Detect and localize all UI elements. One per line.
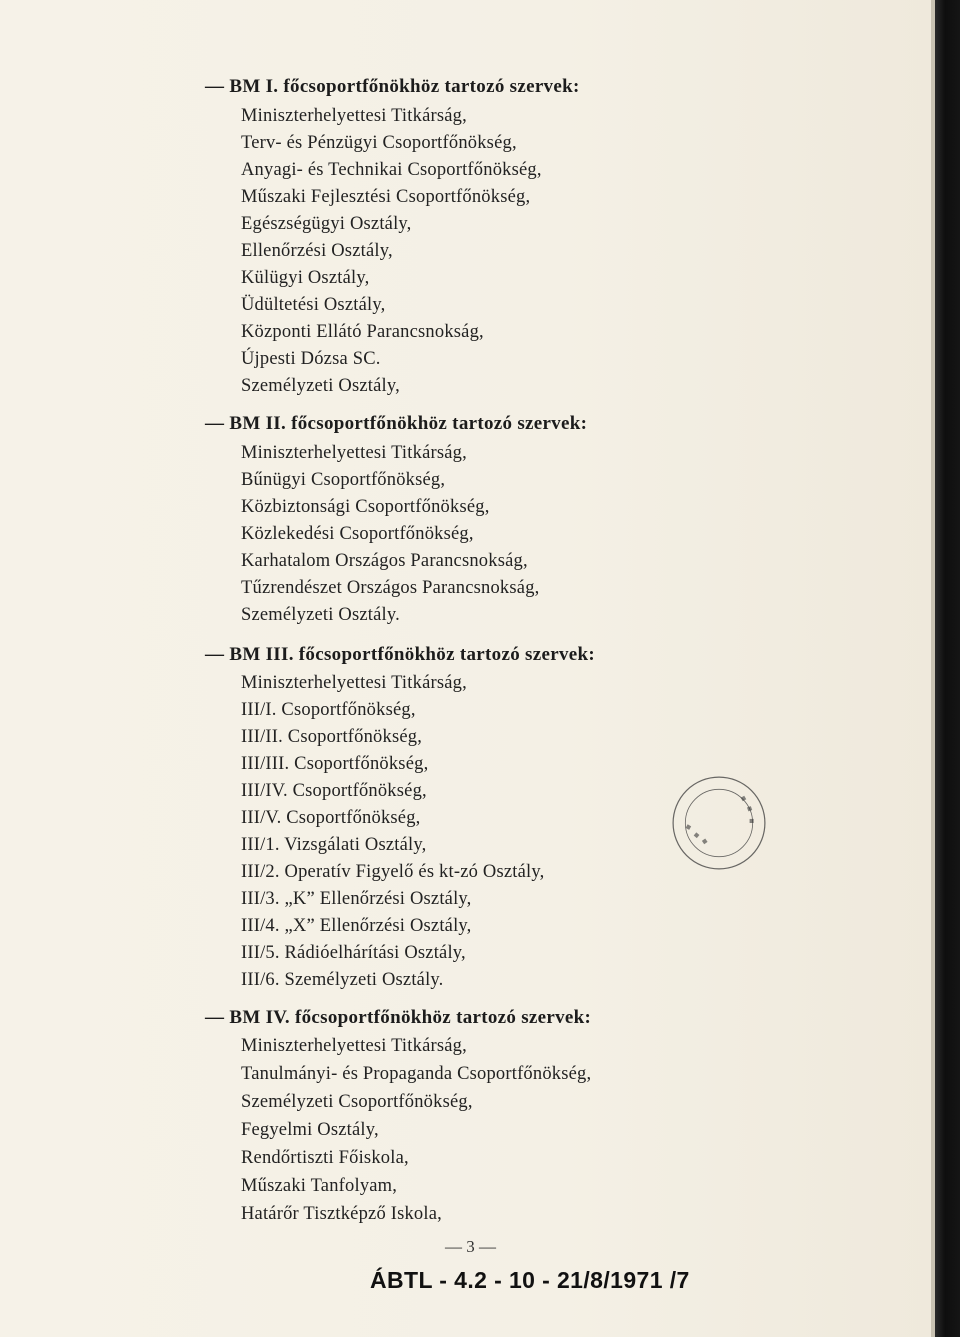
list-item: III/2. Operatív Figyelő és kt-zó Osztály, [241, 862, 545, 882]
section-heading-bm-1: — BM I. főcsoportfőnökhöz tartozó szervek: [205, 76, 580, 97]
list-item: Miniszterhelyettesi Titkárság, [241, 443, 467, 463]
section-heading-bm-3: — BM III. főcsoportfőnökhöz tartozó szervek: [205, 644, 595, 665]
list-item: Személyzeti Osztály, [241, 376, 400, 396]
list-item: III/1. Vizsgálati Osztály, [241, 835, 427, 855]
list-item: Személyzeti Csoportfőnökség, [241, 1092, 473, 1112]
list-item: III/II. Csoportfőnökség, [241, 727, 423, 747]
scan-edge [935, 0, 960, 1337]
section-heading-bm-4: — BM IV. főcsoportfőnökhöz tartozó szervek: [205, 1007, 592, 1028]
list-item: Karhatalom Országos Parancsnokság, [241, 551, 528, 571]
list-item: Újpesti Dózsa SC. [241, 349, 381, 369]
list-item: Határőr Tisztképző Iskola, [241, 1204, 442, 1224]
section-heading-bm-2: — BM II. főcsoportfőnökhöz tartozó szervek: [205, 413, 588, 434]
list-item: Műszaki Fejlesztési Csoportfőnökség, [241, 187, 531, 207]
page-number: — 3 — [445, 1237, 496, 1256]
list-item: III/5. Rádióelhárítási Osztály, [241, 943, 466, 963]
list-item: Műszaki Tanfolyam, [241, 1176, 398, 1196]
list-item: III/I. Csoportfőnökség, [241, 700, 416, 720]
list-item: Miniszterhelyettesi Titkárság, [241, 106, 467, 126]
list-item: Közlekedési Csoportfőnökség, [241, 524, 474, 544]
list-item: Külügyi Osztály, [241, 268, 370, 288]
list-item: Közbiztonsági Csoportfőnökség, [241, 497, 490, 517]
list-item: III/V. Csoportfőnökség, [241, 808, 421, 828]
list-item: Miniszterhelyettesi Titkárság, [241, 1036, 467, 1056]
list-item: Központi Ellátó Parancsnokság, [241, 322, 484, 342]
list-item: Miniszterhelyettesi Titkárság, [241, 673, 467, 693]
list-item: Tanulmányi- és Propaganda Csoportfőnökség, [241, 1064, 592, 1084]
list-item: III/3. „K” Ellenőrzési Osztály, [241, 889, 472, 909]
list-item: Terv- és Pénzügyi Csoportfőnökség, [241, 133, 517, 153]
list-item: Bűnügyi Csoportfőnökség, [241, 470, 446, 490]
list-item: Rendőrtiszti Főiskola, [241, 1148, 409, 1168]
list-item: III/6. Személyzeti Osztály. [241, 970, 444, 990]
list-item: Egészségügyi Osztály, [241, 214, 412, 234]
list-item: Üdültetési Osztály, [241, 295, 386, 315]
list-item: Személyzeti Osztály. [241, 605, 400, 625]
list-item: Tűzrendészet Országos Parancsnokság, [241, 578, 540, 598]
list-item: III/IV. Csoportfőnökség, [241, 781, 427, 801]
list-item: III/4. „X” Ellenőrzési Osztály, [241, 916, 472, 936]
list-item: Fegyelmi Osztály, [241, 1120, 379, 1140]
archive-stamp-icon [668, 772, 770, 874]
list-item: Ellenőrzési Osztály, [241, 241, 393, 261]
list-item: Anyagi- és Technikai Csoportfőnökség, [241, 160, 542, 180]
list-item: III/III. Csoportfőnökség, [241, 754, 429, 774]
archive-reference: ÁBTL - 4.2 - 10 - 21/8/1971 /7 [370, 1267, 690, 1293]
